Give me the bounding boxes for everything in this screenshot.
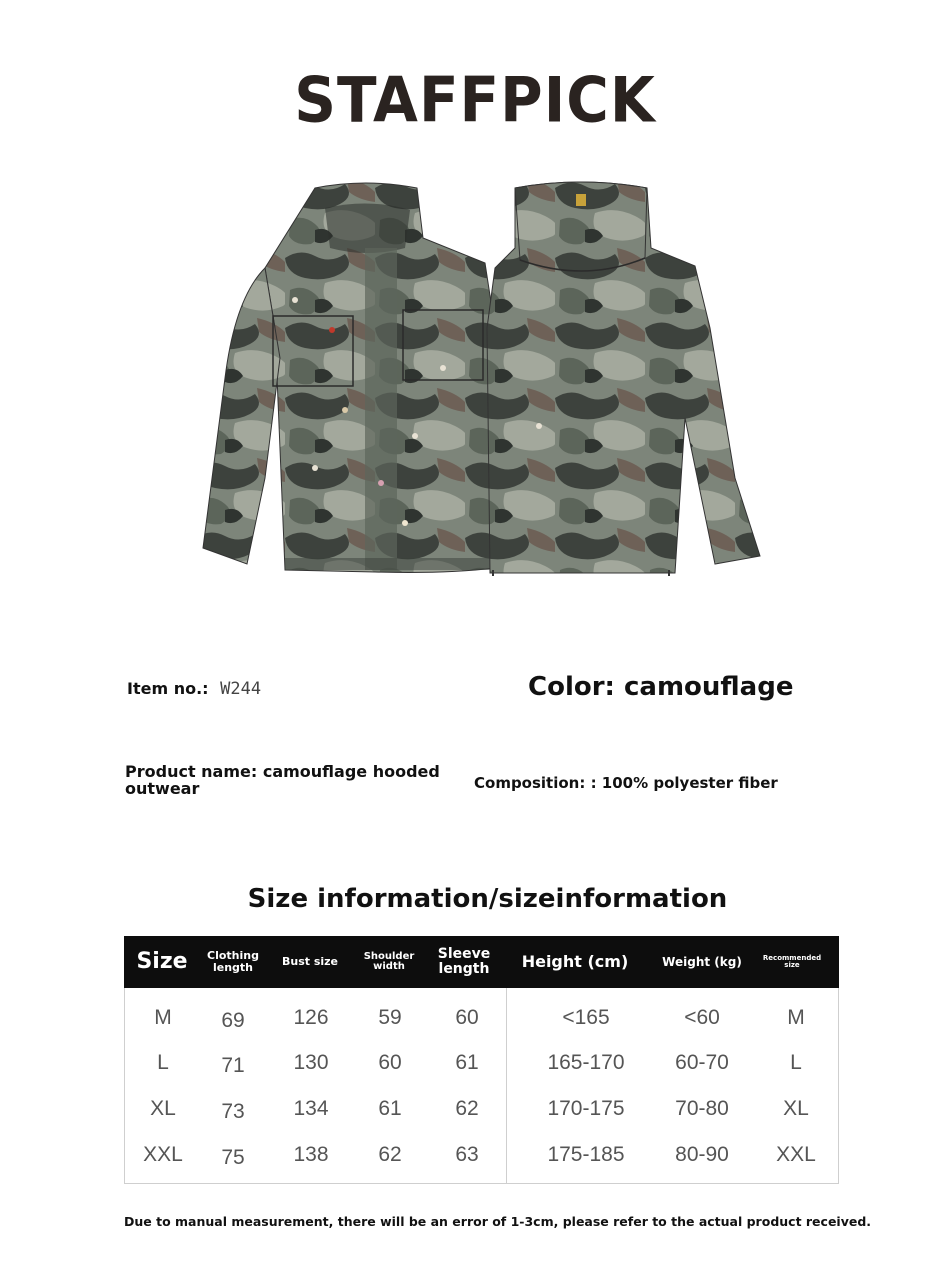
cell-clothing-length: 75 — [221, 1146, 245, 1169]
cell-bust: 130 — [293, 1051, 329, 1074]
cell-height: 170-175 — [547, 1097, 625, 1120]
cell-shoulder: 62 — [378, 1143, 402, 1166]
composition: Composition: : 100% polyester fiber — [474, 774, 778, 792]
cell-size: L — [157, 1051, 169, 1074]
color-label: Color: camouflage — [528, 672, 794, 702]
cell-weight: <60 — [684, 1006, 720, 1029]
cell-size: XL — [150, 1097, 176, 1120]
cell-recommended: XL — [783, 1097, 809, 1120]
item-number-label: Item no.: — [127, 679, 209, 698]
cell-shoulder: 59 — [378, 1006, 402, 1029]
size-table — [124, 936, 839, 1185]
cell-size: XXL — [143, 1143, 183, 1166]
header-shoulder-width: Shoulder width — [363, 950, 415, 972]
header-recommended-size: Recommended size — [762, 953, 822, 969]
size-table-header — [124, 936, 839, 988]
cell-bust: 138 — [293, 1143, 329, 1166]
size-table-body — [124, 988, 839, 1184]
cell-size: M — [154, 1006, 172, 1029]
header-height: Height (cm) — [521, 951, 629, 971]
cell-height: <165 — [562, 1006, 610, 1029]
back-jacket — [487, 182, 760, 576]
header-clothing-length: Clothing length — [207, 949, 259, 974]
size-section-title: Size information/sizeinformation — [247, 884, 728, 914]
item-number-value: W244 — [220, 679, 262, 699]
header-size: Size — [136, 949, 188, 975]
cell-clothing-length: 71 — [221, 1054, 245, 1077]
cell-weight: 60-70 — [675, 1051, 729, 1074]
item-number — [127, 679, 261, 699]
cell-shoulder: 61 — [378, 1097, 402, 1120]
header-bust-size: Bust size — [281, 955, 339, 969]
cell-weight: 80-90 — [675, 1143, 729, 1166]
cell-clothing-length: 69 — [221, 1009, 245, 1032]
cell-shoulder: 60 — [378, 1051, 402, 1074]
brand-logo: STAFFPICK — [294, 63, 656, 137]
cell-sleeve: 61 — [455, 1051, 479, 1074]
cell-bust: 134 — [293, 1097, 329, 1120]
measurement-note: Due to manual measurement, there will be an error of 1-3cm, please refer to the actual product received. — [124, 1214, 872, 1229]
product-name: Product name: camouflage hooded outwear — [125, 762, 440, 798]
cell-sleeve: 62 — [455, 1097, 479, 1120]
cell-clothing-length: 73 — [221, 1100, 245, 1123]
cell-height: 165-170 — [547, 1051, 625, 1074]
cell-sleeve: 60 — [455, 1006, 479, 1029]
cell-sleeve: 63 — [455, 1143, 479, 1166]
product-image — [195, 178, 765, 583]
header-sleeve-length: Sleeve length — [437, 946, 491, 977]
cell-recommended: M — [787, 1006, 805, 1029]
cell-weight: 70-80 — [675, 1097, 729, 1120]
cell-height: 175-185 — [547, 1143, 625, 1166]
cell-bust: 126 — [293, 1006, 329, 1029]
header-weight: Weight (kg) — [662, 954, 742, 969]
cell-recommended: XXL — [776, 1143, 816, 1166]
front-jacket — [203, 183, 495, 573]
cell-recommended: L — [790, 1051, 802, 1074]
